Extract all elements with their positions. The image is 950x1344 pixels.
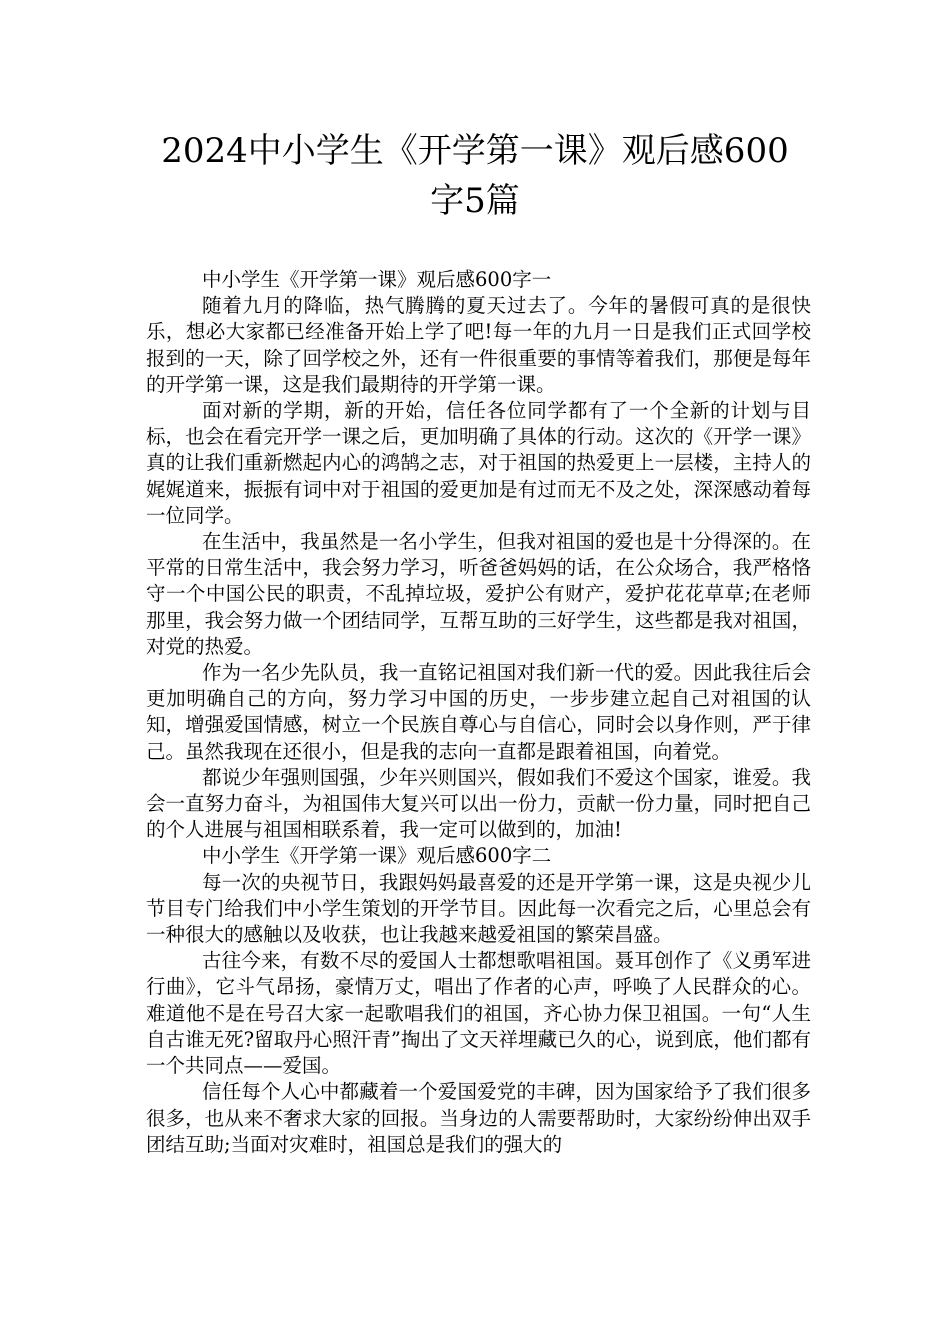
paragraph: 每一次的央视节日，我跟妈妈最喜爱的还是开学第一课，这是央视少儿节目专门给我们中小学生策划的开学节目。因此每一次看完之后，心里总会有一种很大的感触以及收获，也让我越来越爱祖国的繁荣昌盛。 [146,870,811,947]
document-body [146,267,811,1158]
section-heading-2: 中小学生《开学第一课》观后感600字二 [202,844,552,868]
paragraph: 信任每个人心中都藏着一个爱国爱党的丰碑，因为国家给予了我们很多很多，也从来不奢求大家的回报。当身边的人需要帮助时，大家纷纷伸出双手团结互助;当面对灾难时，祖国总是我们的强大的 [146,1080,811,1156]
paragraph: 面对新的学期，新的开始，信任各位同学都有了一个全新的计划与目标，也会在看完开学一课之后，更加明确了具体的行动。这次的《开学一课》真的让我们重新燃起内心的鸿鹄之志，对于祖国的热爱更上一层楼，主持人的娓娓道来，振振有词中对于祖国的爱更加是有过而无不及之处，深深感动着每一位同学。 [146,399,811,527]
paragraph: 都说少年强则国强，少年兴则国兴，假如我们不爱这个国家，谁爱。我会一直努力奋斗，为祖国伟大复兴可以出一份力，贡献一份力量，同时把自己的个人进展与祖国相联系着，我一定可以做到的，加油! [146,765,811,842]
document-title [120,126,830,226]
title-line-1: 2024中小学生《开学第一课》观后感600 [161,131,789,171]
paragraph: 古往今来，有数不尽的爱国人士都想歌唱祖国。聂耳创作了《义勇军进行曲》，它斗气昂扬，豪情万丈，唱出了作者的心声，呼唤了人民群众的心。难道他不是在号召大家一起歌唱我们的祖国，齐心协力保卫祖国。一句“人生自古谁无死?留取丹心照汗青”掏出了文天祥埋藏已久的心，说到底，他们都有一个共同点——爱国。 [146,949,811,1078]
paragraph: 作为一名少先队员，我一直铭记祖国对我们新一代的爱。因此我往后会更加明确自己的方向，努力学习中国的历史，一步步建立起自己对祖国的认知，增强爱国情感，树立一个民族自尊心与自信心，同时会以身作则，严于律己。虽然我现在还很小，但是我的志向一直都是跟着祖国，向着党。 [146,661,811,763]
section-heading-1: 中小学生《开学第一课》观后感600字一 [202,268,552,291]
title-line-2: 字5篇 [430,181,520,221]
paragraph: 随着九月的降临，热气腾腾的夏天过去了。今年的暑假可真的是很快乐，想必大家都已经准备开始上学了吧!每一年的九月一日是我们正式回学校报到的一天，除了回学校之外，还有一件很重要的事情等着我们，那便是每年的开学第一课，这是我们最期待的开学第一课。 [146,294,811,396]
paragraph: 在生活中，我虽然是一名小学生，但我对祖国的爱也是十分得深的。在平常的日常生活中，我会努力学习，听爸爸妈妈的话，在公众场合，我严格恪守一个中国公民的职责，不乱掉垃圾，爱护公有财产，爱护花花草草;在老师那里，我会努力做一个团结同学，互帮互助的三好学生，这些都是我对祖国，对党的热爱。 [146,530,811,658]
